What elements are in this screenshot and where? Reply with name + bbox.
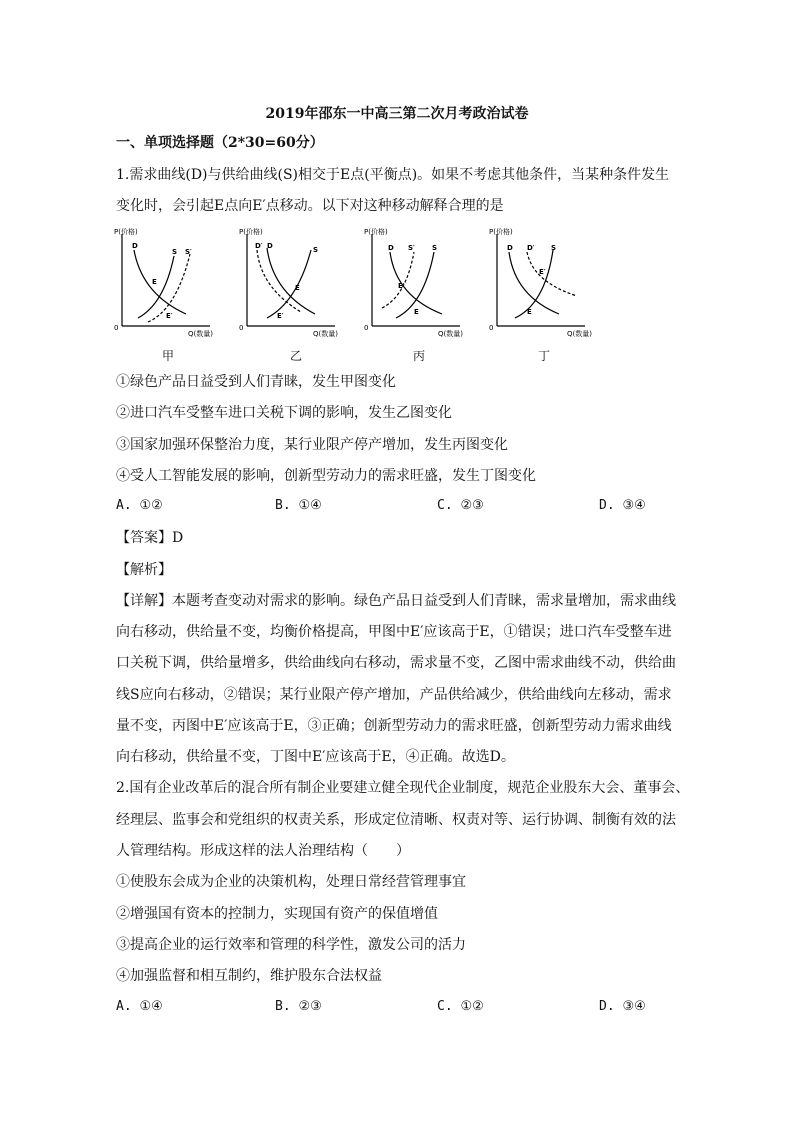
q1-analysis-line-2: 向右移动，供给量不变，均衡价格提高，甲图中E′应该高于E，①错误；进口汽车受整车进 — [116, 624, 672, 640]
q2-item-4: ④加强监督和相互制约，维护股东合法权益 — [116, 968, 382, 984]
q-axis-label: Q(数量) — [313, 330, 338, 338]
q2-option-b: B. ②③ — [275, 999, 322, 1014]
e-label: E — [527, 308, 532, 316]
d2-label: D′ — [527, 244, 535, 252]
q1-answer: 【答案】D — [116, 530, 184, 546]
q2-option-c: C. ①② — [437, 999, 484, 1014]
e2-label: E′ — [166, 312, 173, 320]
p-axis-label: P(价格) — [489, 228, 513, 236]
origin-label: 0 — [489, 324, 494, 332]
q1-stem-line-1: 1.需求曲线(D)与供给曲线(S)相交于E点(平衡点)。如果不考虑其他条件，当某种条件发生 — [116, 167, 670, 183]
d-label: D — [267, 242, 273, 250]
q-axis-label: Q(数量) — [438, 330, 463, 338]
origin-label: 0 — [114, 324, 119, 332]
diagram-bing — [362, 226, 474, 342]
e-label: E — [152, 278, 157, 286]
q2-stem-line-2: 经理层、监事会和党组织的权责关系，形成定位清晰、权责对等、运行协调、制衡有效的法 — [116, 812, 676, 828]
q-axis-label: Q(数量) — [567, 330, 592, 338]
q1-option-a: A. ①② — [116, 498, 163, 513]
e2-label: E′ — [398, 282, 405, 290]
q2-option-a: A. ①④ — [116, 999, 163, 1014]
e2-label: E′ — [277, 312, 284, 320]
q2-option-d: D. ③④ — [599, 999, 646, 1014]
document-title: 2019年邵东一中高三第二次月考政治试卷 — [265, 106, 529, 122]
q1-item-3: ③国家加强环保整治力度，某行业限产停产增加，发生丙图变化 — [116, 437, 508, 453]
q1-option-c: C. ②③ — [437, 498, 484, 513]
demand-curve — [267, 248, 315, 314]
diagram-caption-bing: 丙 — [413, 349, 426, 363]
s-label: S — [551, 244, 557, 252]
q1-item-4: ④受人工智能发展的影响，创新型劳动力的需求旺盛，发生丁图变化 — [116, 468, 536, 484]
d-label: D — [132, 242, 138, 250]
q2-item-3: ③提高企业的运行效率和管理的科学性，激发公司的活力 — [116, 937, 466, 953]
origin-label: 0 — [364, 324, 369, 332]
q1-option-d: D. ③④ — [599, 498, 646, 513]
q1-item-1: ①绿色产品日益受到人们青睐，发生甲图变化 — [116, 374, 396, 390]
e-label: E — [295, 284, 300, 292]
p-axis-label: P(价格) — [114, 228, 138, 236]
q1-analysis-label: 【解析】 — [116, 562, 172, 578]
q2-item-1: ①使股东会成为企业的决策机构，处理日常经营管理事宜 — [116, 874, 466, 890]
q1-item-2: ②进口汽车受整车进口关税下调的影响，发生乙图变化 — [116, 405, 452, 421]
s-label: S — [172, 248, 178, 256]
diagram-caption-yi: 乙 — [290, 349, 303, 363]
p-axis-label: P(价格) — [364, 228, 388, 236]
supply-curve-shifted — [382, 252, 414, 308]
d-label: D — [388, 244, 394, 252]
s-label: S — [432, 244, 438, 252]
q1-analysis-line-1: 【详解】本题考查变动对需求的影响。绿色产品日益受到人们青睐，需求量增加，需求曲线 — [116, 593, 676, 609]
origin-label: 0 — [239, 324, 244, 332]
s-label: S — [313, 246, 319, 254]
q2-stem-line-1: 2.国有企业改革后的混合所有制企业要建立健全现代企业制度，规范企业股东大会、董事会、 — [116, 780, 690, 796]
e2-label: E′ — [539, 268, 546, 276]
demand-curve — [134, 250, 186, 314]
diagram-caption-jia: 甲 — [162, 349, 175, 363]
s2-label: S′ — [185, 248, 192, 256]
s2-label: S′ — [408, 244, 415, 252]
q1-option-b: B. ①④ — [275, 498, 322, 513]
q1-analysis-line-3: 口关税下调，供给量增多，供给曲线向右移动，需求量不变，乙图中需求曲线不动，供给曲 — [116, 655, 676, 671]
q1-stem-line-2: 变化时，会引起E点向E′点移动。以下对这种移动解释合理的是 — [116, 198, 504, 214]
d-label: D — [507, 244, 513, 252]
diagram-caption-ding: 丁 — [538, 349, 551, 363]
q-axis-label: Q(数量) — [188, 330, 213, 338]
q1-analysis-line-4: 线S应向右移动，②错误；某行业限产停产增加，产品供给减少，供给曲线向左移动，需求 — [116, 687, 672, 703]
p-axis-label: P(价格) — [239, 228, 263, 236]
e-label: E — [414, 308, 419, 316]
q1-analysis-line-6: 向右移动，供给量不变，丁图中E′应该高于E，④正确。故选D。 — [116, 749, 515, 765]
d2-label: D′ — [255, 242, 263, 250]
section-heading: 一、单项选择题（2*30=60分） — [116, 135, 324, 151]
diagram-ding — [487, 226, 599, 342]
supply-curve — [138, 256, 174, 318]
diagram-jia — [112, 226, 224, 342]
diagram-yi — [237, 226, 349, 342]
q2-item-2: ②增强国有资本的控制力，实现国有资产的保值增值 — [116, 906, 438, 922]
q2-stem-line-3: 人管理结构。形成这样的法人治理结构（ ） — [116, 843, 410, 859]
q1-analysis-line-5: 量不变，丙图中E′应该高于E，③正确；创新型劳动力的需求旺盛，创新型劳动力需求曲线 — [116, 718, 672, 734]
